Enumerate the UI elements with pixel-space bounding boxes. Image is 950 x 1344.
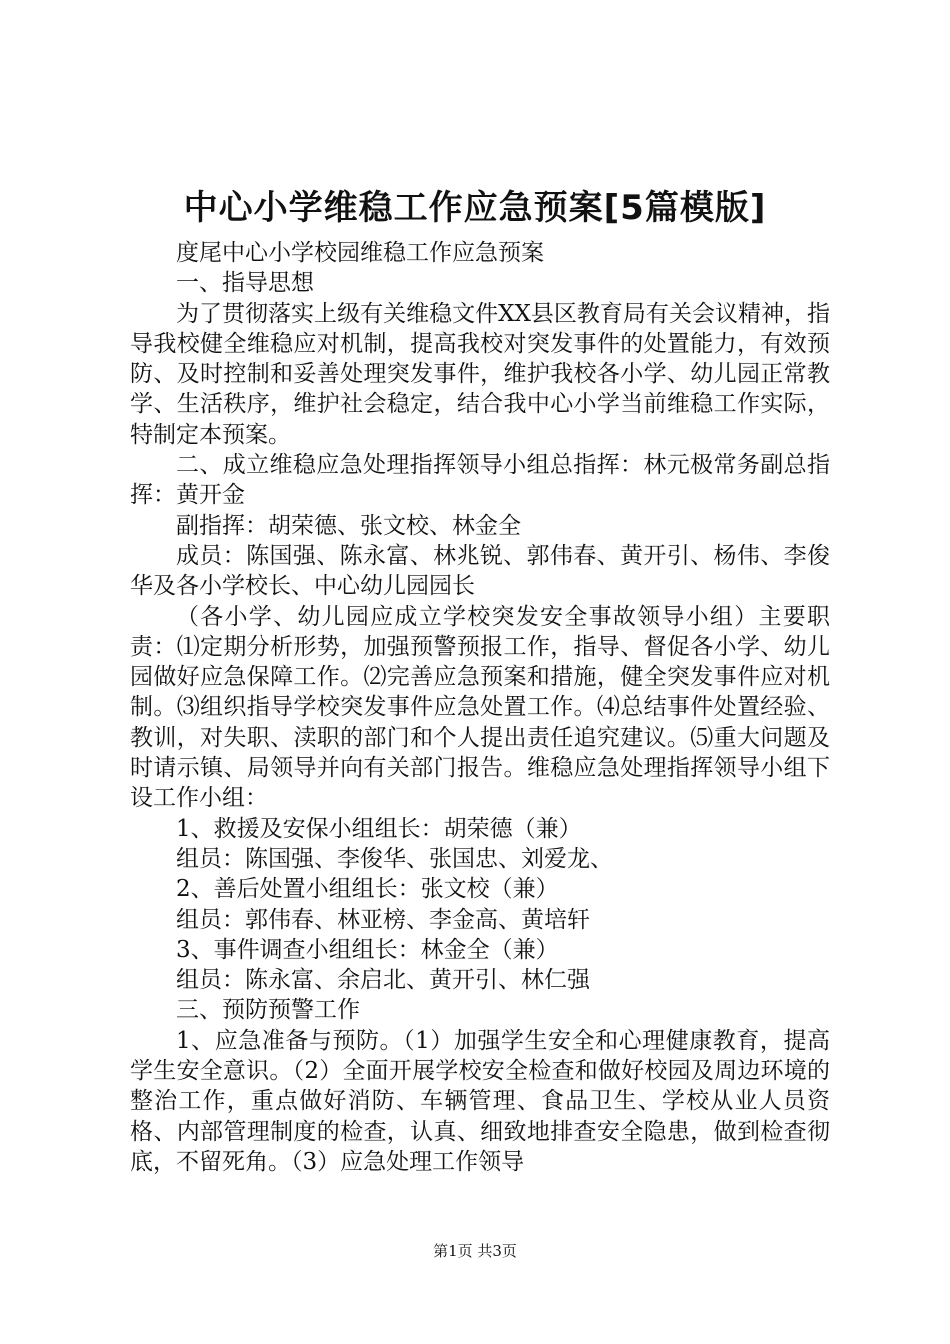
paragraph-rescue-members: 组员：陈国强、李俊华、张国忠、刘爱龙、 — [176, 845, 613, 872]
paragraph-investigation-group: 3、事件调查小组组长：林金全（兼） — [176, 936, 559, 963]
paragraph-guiding-ideology: 为了贯彻落实上级有关维稳文件XX县区教育局有关会议精神，指导我校健全维稳应对机制，提高我校对突发事件的处置能力，有效预防、及时控制和妥善处理突发事件，维护我校各小学、幼儿园正常教学、生活秩序，维护社会稳定，结合我中心小学当前维稳工作实际，特制定本预案。 — [130, 300, 830, 448]
paragraph-investigation-members: 组员：陈永富、余启北、黄开引、林仁强 — [176, 967, 590, 994]
paragraph-deputy-commanders: 副指挥：胡荣德、张文校、林金全 — [176, 512, 521, 539]
paragraph-rescue-group: 1、救援及安保小组组长：胡荣德（兼） — [176, 815, 582, 842]
document-title: 中心小学维稳工作应急预案[5篇模版] — [183, 188, 767, 228]
page-number-footer: 第1页 共3页 — [433, 1242, 517, 1260]
paragraph-subtitle: 度尾中心小学校园维稳工作应急预案 — [176, 240, 544, 266]
document-body — [130, 238, 830, 1177]
paragraph-heading-prevention: 三、预防预警工作 — [176, 997, 360, 1024]
paragraph-members: 成员：陈国强、陈永富、林兆锐、郭伟春、黄开引、杨伟、李俊华及各小学校长、中心幼儿园园长 — [130, 542, 830, 600]
paragraph-aftermath-members: 组员：郭伟春、林亚榜、李金高、黄培轩 — [176, 906, 590, 933]
paragraph-aftermath-group: 2、善后处置小组组长：张文校（兼） — [176, 876, 559, 903]
paragraph-heading-guiding-ideology: 一、指导思想 — [176, 270, 314, 297]
paragraph-leadership-group: 二、成立维稳应急处理指挥领导小组总指挥：林元极常务副总指挥：黄开金 — [130, 452, 830, 509]
paragraph-prevention: 1、应急准备与预防。（1）加强学生安全和心理健康教育，提高学生安全意识。（2）全面开展学校安全检查和做好校园及周边环境的整治工作，重点做好消防、车辆管理、食品卫生、学校从业人员资格、内部管理制度的检查，认真、细致地排查安全隐患，做到检查彻底，不留死角。（3）应急处理工作领导 — [130, 1027, 830, 1175]
paragraph-main-duties: （各小学、幼儿园应成立学校突发安全事故领导小组）主要职责：⑴定期分析形势，加强预警预报工作，指导、督促各小学、幼儿园做好应急保障工作。⑵完善应急预案和措施，健全突发事件应对机制。⑶组织指导学校突发事件应急处置工作。⑷总结事件处置经验、教训，对失职、渎职的部门和个人提出责任追究建议。⑸重大问题及时请示镇、局领导并向有关部门报告。维稳应急处理指挥领导小组下设工作小组： — [130, 603, 830, 812]
